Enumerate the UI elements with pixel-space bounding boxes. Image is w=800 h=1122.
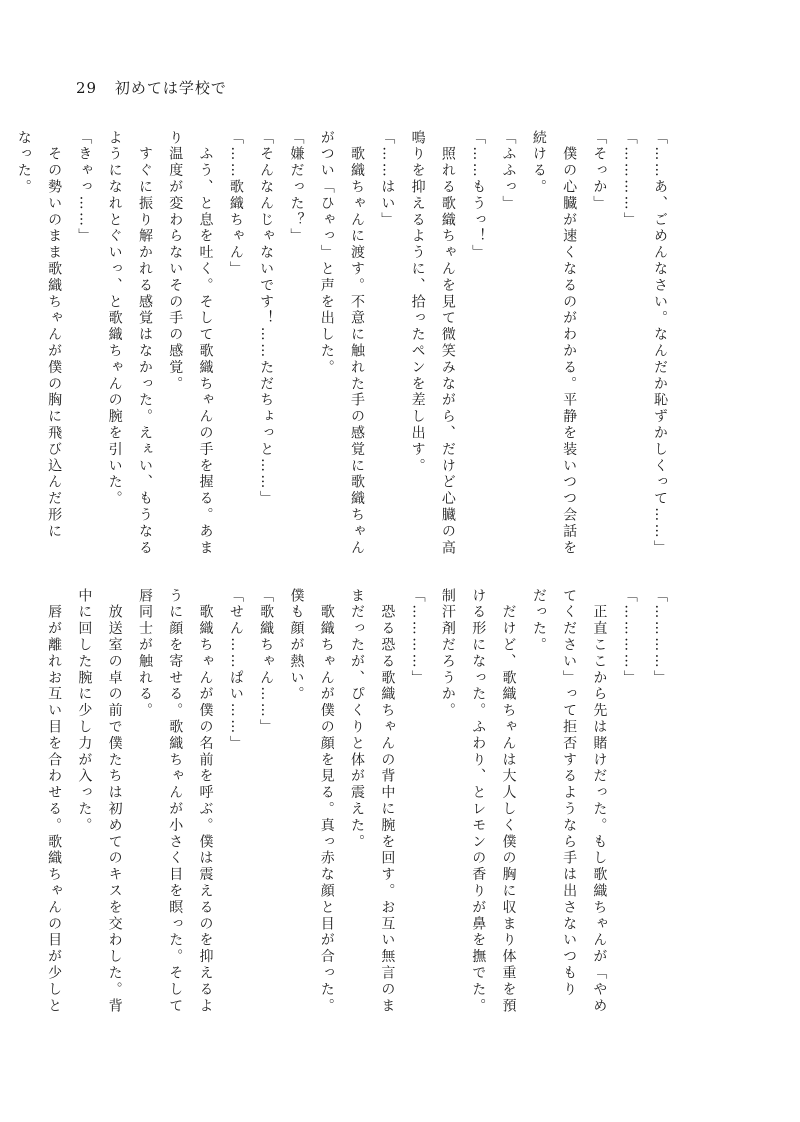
text-line: 鳴りを抑えるように、拾ったペンを差し出す。 bbox=[409, 130, 426, 475]
text-line: 「嫌だった？」 bbox=[288, 130, 305, 245]
page-number: 29 bbox=[76, 79, 98, 97]
text-line: 「……もうっ！」 bbox=[470, 130, 487, 262]
text-line: 制汗剤だろうか。 bbox=[439, 588, 456, 720]
text-line: 放送室の卓の前で僕たちは初めてのキスを交わした。背 bbox=[106, 588, 123, 1015]
text-line: 「そんなんじゃないです！……ただちょっと……」 bbox=[258, 130, 275, 508]
text-line: その勢いのまま歌織ちゃんが僕の胸に飛び込んだ形に bbox=[46, 130, 63, 540]
running-header bbox=[76, 77, 227, 98]
text-line: うに顔を寄せる。歌織ちゃんが小さく目を瞑った。そして bbox=[167, 588, 184, 1015]
text-block-top bbox=[15, 130, 668, 557]
text-line: だけど、歌織ちゃんは大人しく僕の胸に収まり体重を預 bbox=[500, 588, 517, 1015]
text-line: なった。 bbox=[15, 130, 32, 196]
text-line: 恐る恐る歌織ちゃんの背中に腕を回す。お互い無言のま bbox=[379, 588, 396, 1015]
text-line: 歌織ちゃんが僕の顔を見る。真っ赤な顔と目が合った。 bbox=[318, 588, 335, 1015]
text-line: 「…………」 bbox=[652, 588, 668, 687]
text-line: 正直ここから先は賭けだった。もし歌織ちゃんが「やめ bbox=[591, 588, 608, 1015]
text-line: 僕の心臓が速くなるのがわかる。平静を装いつつ会話を bbox=[561, 130, 578, 557]
text-line: 「…………」 bbox=[409, 588, 426, 687]
text-line: り温度が変わらないその手の感覚。 bbox=[167, 130, 184, 393]
text-line: 「ふふっ」 bbox=[500, 130, 517, 212]
text-line: 「…………」 bbox=[621, 130, 638, 229]
text-line: だった。 bbox=[530, 588, 547, 654]
text-line: 歌織ちゃんに渡す。不意に触れた手の感覚に歌織ちゃん bbox=[349, 130, 366, 557]
chapter-title: 初めては学校で bbox=[114, 79, 227, 97]
text-line: てください」って拒否するようなら手は出さないつもり bbox=[561, 588, 578, 998]
text-line: ふう、と息を吐く。そして歌織ちゃんの手を握る。あま bbox=[197, 130, 214, 557]
text-line: 唇が離れお互い目を合わせる。歌織ちゃんの目が少しと bbox=[46, 588, 63, 1015]
text-line: 中に回した腕に少し力が入った。 bbox=[76, 588, 93, 834]
text-line: がつい「ひゃっ」と声を出した。 bbox=[318, 130, 335, 376]
text-line: ようになれとぐいっ、と歌織ちゃんの腕を引いた。 bbox=[106, 130, 123, 508]
text-line: 照れる歌織ちゃんを見て微笑みながら、だけど心臓の高 bbox=[439, 130, 456, 557]
text-line: 歌織ちゃんが僕の名前を呼ぶ。僕は震えるのを抑えるよ bbox=[197, 588, 214, 1015]
text-line: 「……あ、ごめんなさい。なんだか恥ずかしくって……」 bbox=[652, 130, 668, 557]
text-line: 唇同士が触れる。 bbox=[136, 588, 153, 720]
text-line: ける形になった。ふわり、とレモンの香りが鼻を撫でた。 bbox=[470, 588, 487, 1015]
text-line: すぐに振り解かれる感覚はなかった。えぇい、もうなる bbox=[136, 130, 153, 557]
text-line: 「……歌織ちゃん」 bbox=[227, 130, 244, 278]
text-line: 「…………」 bbox=[621, 588, 638, 687]
text-line: 「せん……ぱい……」 bbox=[227, 588, 244, 752]
text-line: 僕も顔が熱い。 bbox=[288, 588, 305, 703]
text-line: まだったが、ぴくりと体が震えた。 bbox=[349, 588, 366, 851]
text-block-bottom bbox=[40, 588, 668, 1015]
text-line: 「……はい」 bbox=[379, 130, 396, 229]
text-line: 続ける。 bbox=[530, 130, 547, 196]
text-line: 「そっか」 bbox=[591, 130, 608, 212]
text-line: 「歌織ちゃん……」 bbox=[258, 588, 275, 736]
text-line: 「きゃっ……」 bbox=[76, 130, 93, 245]
